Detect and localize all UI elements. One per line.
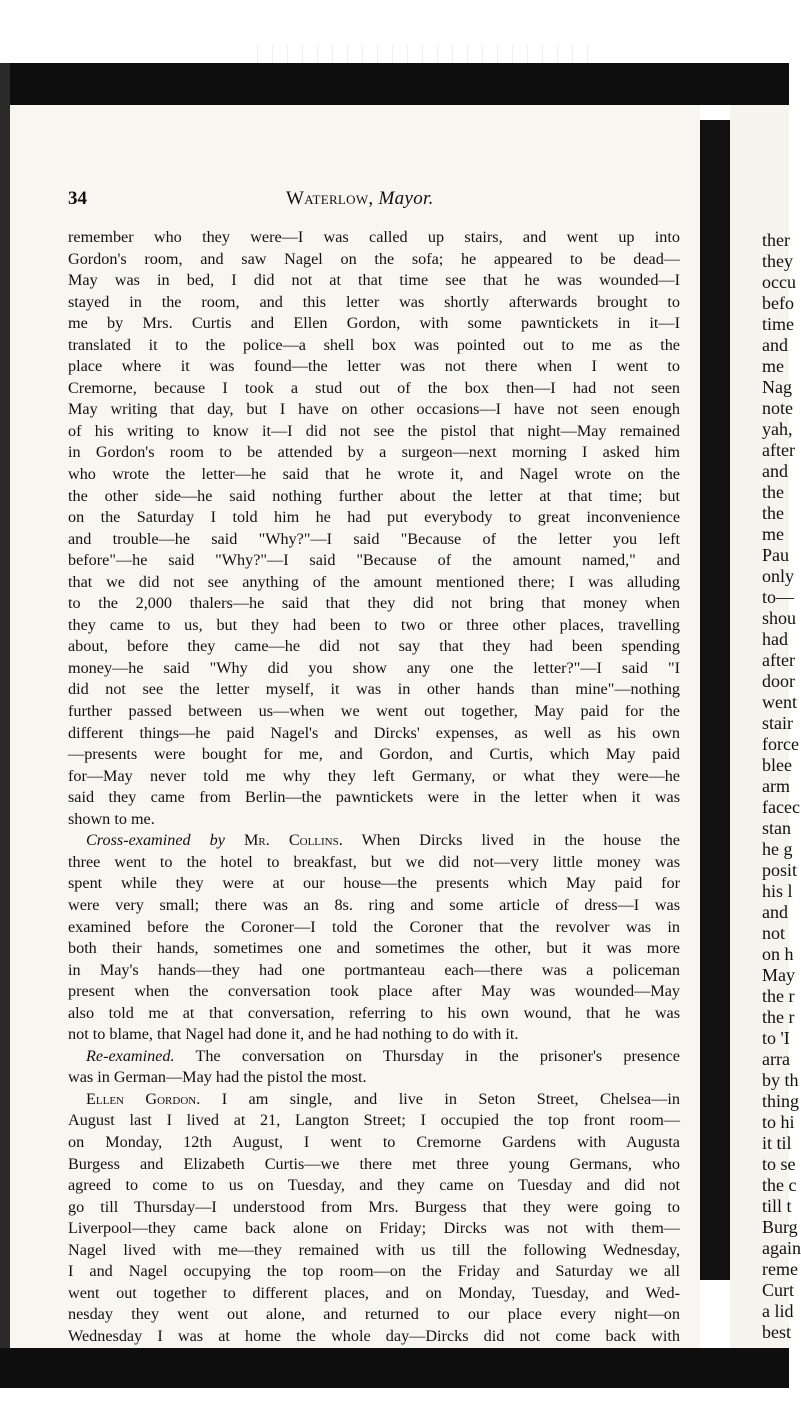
facing-page-word: the r: [762, 986, 795, 1006]
text-line: translated it to the police—a shell box was pointed out to me as the: [68, 335, 680, 354]
text-line: were very small; there was an 8s. ring and some article of dress—I was: [68, 895, 680, 914]
text-line: Gordon's room, and saw Nagel on the sofa; he appeared to be dead—: [68, 249, 680, 268]
text-line: shown to me.: [68, 809, 155, 828]
text-line: August last I lived at 21, Langton Street; I occupied the top front room—: [68, 1111, 680, 1130]
text-line: examined before the Coroner—I told the Coroner that the revolver was in: [68, 917, 680, 936]
facing-page-word: reme: [762, 1259, 798, 1279]
facing-page-word: door: [762, 671, 795, 691]
facing-page-word: and: [762, 461, 788, 481]
facing-page-word: Burg: [762, 1217, 798, 1237]
text-line: before"—he said "Why?"—I said "Because of the amount named," and: [68, 551, 680, 570]
text-line: nesday they went out alone, and returned to our place every night—on: [68, 1305, 680, 1324]
scan-top-border: [0, 63, 789, 105]
facing-page-word: again: [762, 1238, 801, 1258]
facing-page-word: and: [762, 335, 788, 355]
facing-page-word: stan: [762, 818, 791, 838]
facing-page-word: only: [762, 566, 795, 586]
facing-page-word: to se: [762, 1154, 796, 1174]
text-line: who wrote the letter—he said that he wrote it, and Nagel wrote on the: [68, 465, 680, 484]
body-text: [68, 227, 680, 1347]
facing-page-word: Pau: [762, 545, 789, 565]
running-header: [68, 188, 680, 212]
facing-page-fragment: [730, 105, 801, 1348]
facing-page-word: to hi: [762, 1112, 795, 1132]
text-line: did not see the letter myself, it was in other hands than mine"—nothing: [68, 680, 680, 699]
header-mayor: Mayor.: [378, 188, 434, 209]
facing-page-word: befo: [762, 293, 794, 313]
text-line: of his writing to know it—I did not see the pistol that night—May remained: [68, 421, 680, 440]
text-line: money—he said "Why did you show any one the letter?"—I said "I: [68, 658, 680, 677]
facing-page-word: occu: [762, 272, 796, 292]
facing-page-word: and: [762, 902, 788, 922]
text-line: me by Mrs. Curtis and Ellen Gordon, with some pawntickets in it—I: [68, 314, 680, 333]
header-name: Waterlow,: [286, 188, 374, 209]
text-line: also told me at that conversation, referring to his own wound, that he was: [68, 1003, 680, 1022]
facing-page-word: it til: [762, 1133, 792, 1153]
text-line: that we did not see anything of the amount mentioned there; I was alluding: [68, 572, 680, 591]
counsel-name: Mr. Collins.: [244, 831, 343, 850]
text-line: on Monday, 12th August, I went to Cremorne Gardens with Augusta: [68, 1132, 680, 1151]
page-number: 34: [68, 188, 87, 209]
facing-page-word: after: [762, 440, 795, 460]
text-line: about, before they came—he did not say that they had been spending: [68, 637, 680, 656]
facing-page-word: after: [762, 650, 795, 670]
text-line: further passed between us—when we went out together, May paid for the: [68, 702, 680, 721]
text-line: Burgess and Elizabeth Curtis—we there met three young Germans, who: [68, 1154, 680, 1173]
facing-page-word: on h: [762, 944, 794, 964]
text-line: said they came from Berlin—the pawntickets were in the letter when it was: [68, 788, 680, 807]
text-line: place where it was found—the letter was not there when I went to: [68, 357, 680, 376]
text-line: not to blame, that Nagel had done it, and he had nothing to do with it.: [68, 1025, 519, 1044]
facing-page-word: me: [762, 524, 784, 544]
facing-page-word: thing: [762, 1091, 800, 1111]
text-line: three went to the hotel to breakfast, but we did not—very little money was: [68, 852, 680, 871]
facing-page-word: his l: [762, 881, 793, 901]
paragraph-label: Cross-examined by: [86, 831, 225, 850]
text-line: remember who they were—I was called up stairs, and went up into: [68, 228, 680, 246]
paragraph-label: Ellen Gordon.: [86, 1089, 201, 1108]
paragraph-lead-line: [68, 1089, 680, 1111]
paragraph-lead-line: [68, 830, 680, 852]
text-line: different things—he paid Nagel's and Dircks' expenses, as well as his own: [68, 723, 680, 742]
text-line: present when the conversation took place after May was wounded—May: [68, 982, 680, 1001]
text-line: on the Saturday I told him he had put everybody to great inconvenience: [68, 508, 680, 527]
scan-speckle: [250, 45, 590, 63]
paragraph-label: Re-examined.: [86, 1046, 175, 1065]
facing-page-word: to 'I: [762, 1028, 790, 1048]
text-line: Liverpool—they came back alone on Friday; Dircks was not with them—: [68, 1219, 680, 1238]
running-title: [286, 188, 434, 210]
text-line: stayed in the room, and this letter was shortly afterwards brought to: [68, 292, 680, 311]
text-line: was in German—May had the pistol the most.: [68, 1068, 367, 1087]
facing-page-word: ther: [762, 230, 790, 250]
facing-page-word: yah,: [762, 419, 793, 439]
facing-page-word: went: [762, 692, 797, 712]
text-line: agreed to come to us on Tuesday, and they came on Tuesday and did not: [68, 1176, 680, 1195]
facing-page-word: they: [762, 251, 793, 271]
facing-page-word: May: [762, 965, 795, 985]
facing-page-word: arm: [762, 776, 790, 796]
paragraph-lead-text: The conversation on Thursday in the prisoner's presence: [195, 1046, 680, 1065]
facing-page-word: me: [762, 356, 784, 376]
facing-page-word: Nag: [762, 377, 792, 397]
text-line: Wednesday I was at home the whole day—Dircks did not come back with: [68, 1326, 680, 1345]
facing-page-word: by th: [762, 1070, 799, 1090]
text-line: in Gordon's room to be attended by a surgeon—next morning I asked him: [68, 443, 680, 462]
facing-page-word: the: [762, 482, 784, 502]
facing-page-word: posit: [762, 860, 798, 880]
text-line: for—May never told me why they left Germany, or what they were—he: [68, 766, 680, 785]
facing-page-word: he g: [762, 839, 793, 859]
facing-page-word: force: [762, 734, 799, 754]
text-line: they came to us, but they had been to two or three other places, travelling: [68, 615, 680, 634]
facing-page-word: blee: [762, 755, 792, 775]
paragraph-lead-line: [68, 1046, 680, 1068]
facing-page-word: the c: [762, 1175, 797, 1195]
text-line: May writing that day, but I have on other occasions—I have not seen enough: [68, 400, 680, 419]
facing-page-word: best: [762, 1322, 791, 1342]
text-line: go till Thursday—I understood from Mrs. Burgess that they were going to: [68, 1197, 680, 1216]
facing-page-word: note: [762, 398, 793, 418]
text-line: May was in bed, I did not at that time see that he was wounded—I: [68, 271, 680, 290]
facing-page-word: facec: [762, 797, 800, 817]
facing-page-word: not: [762, 923, 786, 943]
facing-page-word: till t: [762, 1196, 792, 1216]
text-line: went out together to different places, and on Monday, Tuesday, and Wed-: [68, 1283, 680, 1302]
scan-bottom-border: [0, 1348, 789, 1388]
text-line: to the 2,000 thalers—he said that they did not bring that money when: [68, 594, 680, 613]
facing-page-word: time: [762, 314, 794, 334]
facing-page-word: shou: [762, 608, 797, 628]
scan-left-edge: [0, 63, 10, 1388]
book-spine: [700, 120, 730, 1280]
text-line: the other side—he said nothing further about the letter at that time; but: [68, 486, 680, 505]
text-line: in May's hands—they had one portmanteau each—there was a policeman: [68, 960, 680, 979]
text-line: Nagel lived with me—they remained with us till the following Wednesday,: [68, 1240, 680, 1259]
facing-page-word: a lid: [762, 1301, 794, 1321]
paragraph-lead-text: I am single, and live in Seton Street, Chelsea—in: [221, 1089, 680, 1108]
text-line: I and Nagel occupying the top room—on the Friday and Saturday we all: [68, 1262, 680, 1281]
text-line: Cremorne, because I took a stud out of the box then—I had not seen: [68, 378, 680, 397]
facing-page-word: Curt: [762, 1280, 795, 1300]
text-line: —presents were bought for me, and Gordon, and Curtis, which May paid: [68, 745, 680, 764]
facing-page-word: arra: [762, 1049, 790, 1069]
facing-page-word: to—: [762, 587, 795, 607]
facing-page-word: the r: [762, 1007, 795, 1027]
facing-page-word: the: [762, 503, 784, 523]
text-line: spent while they were at our house—the presents which May paid for: [68, 874, 680, 893]
facing-page-word: stair: [762, 713, 793, 733]
text-line: and trouble—he said "Why?"—I said "Because of the letter you left: [68, 529, 680, 548]
text-line: both their hands, sometimes one and sometimes the other, but it was more: [68, 939, 680, 958]
paragraph-lead-text: When Dircks lived in the house the: [361, 831, 680, 850]
facing-page-word: had: [762, 629, 788, 649]
